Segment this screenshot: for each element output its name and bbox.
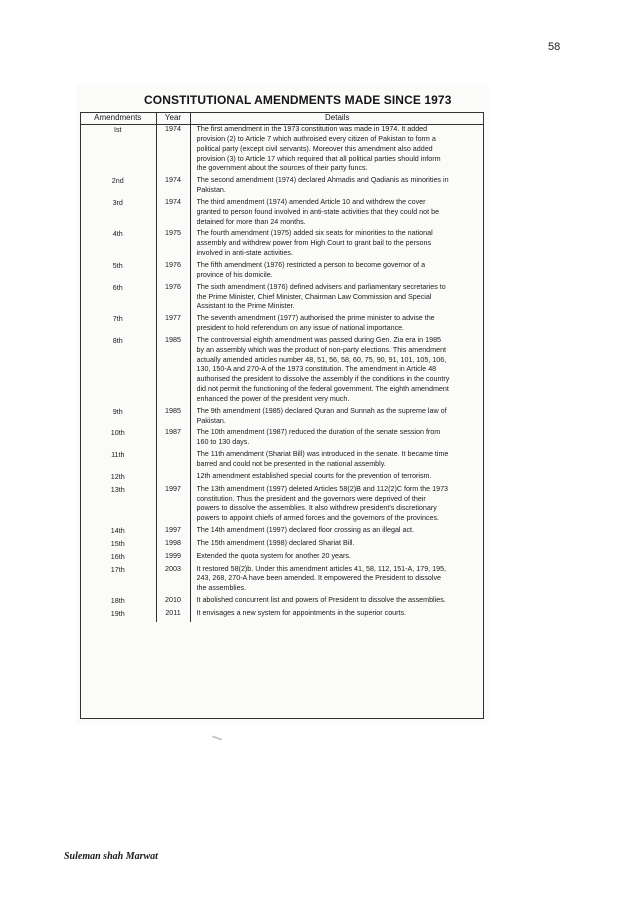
amendment-details (190, 407, 484, 429)
amendment-details (190, 472, 484, 485)
details-line: The third amendment (1974) amended Article 10 and withdrew the cover (196, 197, 426, 206)
amendment-details (190, 336, 484, 407)
amendment-number: 19th (110, 609, 125, 618)
table-row (80, 125, 484, 177)
details-line: 12th amendment established special courts for the prevention of terrorism. (196, 471, 432, 480)
amendment-number: 4th (112, 230, 123, 239)
amendment-number: 17th (110, 565, 125, 574)
amendment-year: 1997 (156, 485, 190, 526)
details-line: provision (2) to Article 7 which authroised every citizen of Pakistan to form a (196, 134, 436, 143)
amendment-year: 1975 (156, 229, 190, 261)
details-line: It abolished concurrent list and powers of President to dissolve the assemblies. (196, 596, 446, 605)
amendment-number: 9th (112, 407, 123, 416)
header-year: Year (156, 112, 190, 125)
amendment-details (190, 450, 484, 472)
details-line: granted to person found involved in anti-state activities that they could not be (196, 207, 440, 216)
table-row (80, 565, 484, 597)
amendment-details (190, 198, 484, 230)
table-body (80, 125, 484, 622)
table-row (80, 428, 484, 450)
amendment-year: 2003 (156, 565, 190, 597)
amendment-details (190, 283, 484, 315)
amendment-details (190, 526, 484, 539)
amendment-number: 8th (112, 336, 123, 345)
details-line: by an assembly which was the product of non-party elections. This amendment (196, 345, 447, 354)
details-line: Extended the quota system for another 20 years. (196, 551, 351, 560)
amendment-number: 10th (110, 429, 125, 438)
details-line: The fifth amendment (1976) restricted a person to become governor of a (196, 260, 426, 269)
amendment-number: 3rd (112, 198, 123, 207)
details-line: authorised the president to dissolve the assembly if the conditions in the country (196, 375, 450, 384)
amendment-year (156, 450, 190, 472)
details-line: The 9th amendment (1985) declared Quran and Sunnah as the supreme law of (196, 406, 447, 415)
amendment-year: 1985 (156, 336, 190, 407)
details-line: assembly and withdrew power from High Court to grant bail to the persons (196, 239, 432, 248)
details-line: It restored 58(2)b. Under this amendment articles 41, 58, 112, 151-A, 179, 195, (196, 564, 447, 573)
footer-signature: Suleman shah Marwat (64, 851, 158, 862)
amendment-year: 2011 (156, 609, 190, 622)
amendment-year: 1974 (156, 176, 190, 198)
amendment-number: 2nd (111, 177, 124, 186)
amendment-details (190, 485, 484, 526)
amendment-year: 2010 (156, 596, 190, 609)
amendment-details (190, 229, 484, 261)
details-line: constitution. Thus the president and the governors were deprived of their (196, 494, 426, 503)
details-line: the government about the sources of their party funcs. (196, 164, 368, 173)
table-row (80, 450, 484, 472)
table-row (80, 552, 484, 565)
amendment-year: 1997 (156, 526, 190, 539)
details-line: political party (except civil servants). Moreover this amendment also added (196, 144, 433, 153)
amendment-year: 1974 (156, 198, 190, 230)
amendment-details (190, 428, 484, 450)
amendment-number: Ist (113, 126, 122, 134)
details-line: did not permit the functioning of the federal government. The eighth amendment (196, 385, 449, 394)
amendment-year: 1998 (156, 539, 190, 552)
details-line: The first amendment in the 1973 constitution was made in 1974. It added (196, 125, 428, 133)
amendment-number: 16th (110, 552, 125, 561)
details-line: barred and could not be presented in the national assembly. (196, 460, 386, 468)
details-line: The 10th amendment (1987) reduced the duration of the senate session from (196, 428, 441, 437)
amendment-number: 18th (110, 597, 125, 606)
amendment-details (190, 176, 484, 198)
amendment-details (190, 552, 484, 565)
details-line: The fourth amendment (1975) added six seats for minorities to the national (196, 229, 433, 238)
details-line: The seventh amendment (1977) authorised the prime minister to advise the (196, 314, 435, 323)
table-row (80, 336, 484, 407)
amendment-number: 15th (110, 539, 125, 548)
amendment-details (190, 565, 484, 597)
amendment-details (190, 314, 484, 336)
table-row (80, 314, 484, 336)
table-row (80, 472, 484, 485)
details-line: the Prime Minister, Chief Minister, Chairman Law Commission and Special (196, 292, 432, 301)
page-title: CONSTITUTIONAL AMENDMENTS MADE SINCE 1973 (144, 93, 452, 107)
table-row (80, 485, 484, 526)
amendment-year: 1974 (156, 125, 190, 177)
table-row (80, 609, 484, 622)
amendment-year: 1999 (156, 552, 190, 565)
details-line: Pakistan. (196, 186, 226, 195)
details-line: The controversial eighth amendment was passed during Gen. Zia era in 1985 (196, 335, 442, 344)
details-line: president to hold referendum on any issue of national importance. (196, 324, 405, 333)
amendment-details (190, 596, 484, 609)
amendment-number: 6th (112, 283, 123, 292)
details-line: The 14th amendment (1997) declared floor crossing as an illegal act. (196, 526, 415, 535)
details-line: powers to appoint chiefs of armed forces and the governors of the provinces. (196, 514, 440, 523)
details-line: the assemblies. (196, 584, 247, 593)
amendment-number: 7th (112, 315, 123, 324)
details-line: powers to dissolve the assemblies. It also withdrew president's discretionary (196, 504, 437, 513)
amendment-year: 1977 (156, 314, 190, 336)
details-line: detained for more than 24 months. (196, 217, 306, 226)
amendment-number: 12th (110, 472, 125, 481)
details-line: Assistant to the Prime Minister. (196, 302, 295, 311)
amendment-year: 1976 (156, 261, 190, 283)
amendment-year: 1987 (156, 428, 190, 450)
table-row (80, 407, 484, 429)
amendment-number: 11th (111, 451, 125, 460)
details-line: The sixth amendment (1976) defined advisers and parliamentary secretaries to (196, 282, 446, 291)
table-row (80, 198, 484, 230)
details-line: The 11th amendment (Shariat Bill) was introduced in the senate. It became time (196, 450, 449, 459)
details-line: province of his domicile. (196, 270, 273, 279)
table-row (80, 596, 484, 609)
table-row (80, 229, 484, 261)
amendment-details (190, 609, 484, 622)
amendment-details (190, 125, 484, 177)
scan-artifact (212, 735, 222, 740)
table-row (80, 539, 484, 552)
amendment-details (190, 539, 484, 552)
amendment-year (156, 472, 190, 485)
details-line: The 13th amendment (1997) deleted Articles 58(2)B and 112(2)C form the 1973 (196, 484, 449, 493)
table-header-row (80, 112, 484, 125)
amendment-number: 13th (110, 485, 125, 494)
amendment-year: 1976 (156, 283, 190, 315)
page-number: 58 (548, 41, 561, 53)
header-amendments: Amendments (80, 112, 156, 125)
details-line: 243, 268, 270-A have been amended. It empowered the President to dissolve (196, 574, 442, 583)
table-row (80, 176, 484, 198)
table-row (80, 526, 484, 539)
header-details: Details (190, 112, 484, 125)
details-line: The 15th amendment (1998) declared Shariat Bill. (196, 538, 355, 547)
details-line: provision (3) to Article 17 which required that all political parties should inform (196, 154, 441, 163)
amendment-number: 14th (110, 527, 125, 536)
table-row (80, 261, 484, 283)
amendment-details (190, 261, 484, 283)
details-line: 130, 150-A and 270-A of the 1973 constitution. The amendment in Article 48 (196, 365, 437, 374)
table-row (80, 283, 484, 315)
details-line: It envisages a new system for appointments in the superior courts. (196, 608, 407, 617)
amendment-number: 5th (112, 261, 123, 270)
details-line: Pakistan. (196, 416, 226, 425)
details-line: enhanced the power of the president very much. (196, 394, 350, 403)
details-line: 160 to 130 days. (196, 438, 250, 447)
amendments-table (80, 112, 484, 622)
details-line: involved in anti-state activities. (196, 249, 293, 258)
details-line: The second amendment (1974) declared Ahmadis and Qadianis as minorities in (196, 176, 449, 185)
amendment-year: 1985 (156, 407, 190, 429)
details-line: actually amended articles number 48, 51, 56, 58, 60, 75, 90, 91, 101, 105, 106, (196, 355, 447, 364)
